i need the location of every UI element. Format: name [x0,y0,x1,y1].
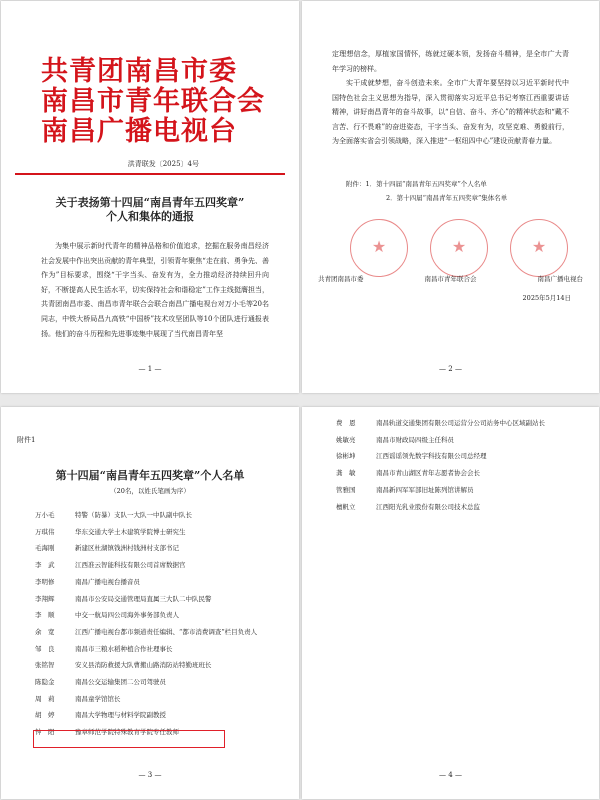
document-page-1 [1,1,299,393]
honoree-name: 周 莉 [35,694,55,703]
honoree-name: 李翔辉 [35,594,55,603]
honoree-name: 檀帆立 [336,502,356,511]
list-item [35,624,283,641]
document-number: 洪青联发〔2025〕4号 [127,160,199,168]
honoree-name: 徐彬坤 [336,452,356,461]
honoree-name: 管雅国 [336,485,356,494]
honoree-name: 陈隐金 [35,678,55,687]
official-seal [510,219,568,277]
honoree-position: 南昌市公安局交通管理局直属三大队二中队民警 [75,594,212,603]
issuer-title-2: 南昌市青年联合会 [41,86,265,117]
list-title: 第十四届“南昌青年五四奖章”个人名单 [55,469,245,482]
honoree-position: 江西阳光乳业股份有限公司技术总监 [376,502,480,511]
list-item [336,499,559,516]
honoree-position: 南昌大学物理与材料学院副教授 [75,711,166,720]
signatory-2: 南昌市青年联合会 [424,275,477,283]
honoree-name: 万小毛 [35,511,55,519]
honoree-position: 华东交通大学土木建筑学院博士研究生 [75,527,186,536]
list-item [336,432,559,449]
issuer-title-3: 南昌广播电视台 [41,116,237,147]
attachment-item-1: 附件：1．第十四届“南昌青年五四奖章”个人名单 [346,180,487,188]
signatory-3: 南昌广播电视台 [537,275,583,283]
honoree-list-continued [336,415,559,515]
honoree-name: 余 宽 [35,627,55,636]
list-item [336,465,559,482]
document-page-3 [1,407,299,799]
attachment-item-2: 2．第十四届“南昌青年五四奖章”集体名单 [386,194,508,202]
honoree-position: 南昌市青山湖区青年志愿者协会会长 [376,469,480,478]
honoree-position: 中交一航局四公司海外事务部负责人 [75,611,179,620]
official-seal [430,219,488,277]
honoree-list [35,507,283,741]
honoree-name: 毛海刚 [35,544,55,553]
list-item [35,540,283,557]
honoree-position: 新建区杜湖镇钱洲村钱洲村支部书记 [75,544,179,553]
list-item [35,691,283,708]
honoree-name: 邹 良 [35,644,55,653]
page-number: — 2 — [439,365,462,373]
list-item [336,482,559,499]
list-subtitle: （20名，以姓氏笔画为序） [110,487,190,495]
honoree-position: 江西谣谣领先数字科技有限公司总经理 [376,452,487,461]
honoree-name: 李明修 [35,577,55,586]
highlight-box [33,730,225,748]
list-item [336,415,559,432]
list-item [35,707,283,724]
notice-body-continued: 定理想信念，厚植家国情怀，练就过硬本领，发扬奋斗精神，是全市广大青年学习的榜样。 [332,50,569,73]
notice-heading-line-1: 关于表扬第十四届“南昌青年五四奖章” [55,196,245,209]
signatory-1: 共青团南昌市委 [318,275,364,283]
honoree-name: 万琪伟 [35,527,55,536]
honoree-position: 南昌市三粮水稻种植合作社理事长 [75,644,173,653]
red-divider [15,173,285,175]
list-item [35,557,283,574]
honoree-name: 钟 阳 [35,728,55,737]
honoree-position: 江西准云智能科技有限公司首席数据官 [75,561,186,570]
list-item [35,524,283,541]
honoree-name: 张铭智 [35,661,55,670]
page-number: — 4 — [439,771,462,779]
page-number: — 3 — [138,771,162,779]
honoree-position: 南昌广播电视台播音员 [75,577,140,586]
list-item [35,674,283,691]
honoree-position: 南昌市财政局四级主任科员 [376,435,454,444]
page-number: — 1 — [138,365,162,373]
honoree-position: 豫章师范学院特殊教育学院专任教师 [75,728,179,737]
list-item [35,574,283,591]
honoree-position: 南昌新四军军部旧址陈列馆讲解员 [376,485,474,494]
list-item [35,607,283,624]
honoree-position: 安义县消防救援大队曹搬山路消防站特勤班班长 [75,661,212,670]
notice-body-paragraph-2: 实干成就梦想，奋斗创造未来。全市广大青年要坚持以习近平新时代中国特色社会主义思想为指导，深入贯彻落实习近平总书记考察江西重要讲话精神，讲好南昌青年的奋斗故事，以“自信、奋斗、齐心”的精神状态和“戴不言苦、行不畏难”的奋进姿态，干字当头、奋发有为，攻坚克难、勇毅前行，为全面落实省会引领战略，深入推进“一枢纽四中心”建设贡献青春力量。 [332,79,569,146]
honoree-name: 费 恩 [336,419,356,427]
honoree-position: 江西广播电视台都市频道责任编辑、“都市消费调查”栏目负责人 [75,627,258,636]
honoree-name: 胡 婷 [35,711,55,720]
issue-date: 2025年5月14日 [522,294,571,302]
honoree-name: 姚敏亮 [336,435,356,444]
document-page-2 [302,1,599,393]
honoree-position: 南昌童学馆馆长 [75,694,121,703]
list-item [35,507,283,524]
document-page-4 [302,407,599,799]
attachment-label: 附件1 [17,436,36,444]
issuer-title-1: 共青团南昌市委 [41,56,237,87]
honoree-name: 李 武 [35,561,55,570]
list-item [35,657,283,674]
honoree-name: 龚 敏 [336,469,356,478]
list-item [35,641,283,658]
notice-heading-line-2: 个人和集体的通报 [106,210,194,223]
list-item [35,591,283,608]
honoree-position: 南昌轨道交通集团有限公司运营分公司站务中心区域副站长 [376,419,545,427]
honoree-name: 李 顺 [35,611,55,620]
honoree-position: 特警（防暴）支队一大队一中队副中队长 [75,511,192,519]
official-seal [350,219,408,277]
notice-body: 为集中展示新时代青年的精神品格和价值追求，挖掘在服务南昌经济社会发展中作出突出贡献的青年典型，引领青年聚焦“走在前、勇争先、善作为”目标要求，围绕“干字当头、奋发有为，全力推动经济持续回升向好，不断提高人民生活水平，切实保持社会和谐稳定”工作主线挺膺担当，共青团南昌市委、南昌市青年联合会联合南昌广播电视台对万小毛等20名同志，中铁大桥局昌九高铁“中国桥”技术攻坚团队等10个团队进行通报表扬。他们的奋斗历程和先进事迹集中展现了当代南昌青年坚 [41,242,269,338]
signatories [318,274,583,283]
list-item [336,448,559,465]
honoree-position: 南昌公交运输集团二公司驾驶员 [75,678,166,687]
